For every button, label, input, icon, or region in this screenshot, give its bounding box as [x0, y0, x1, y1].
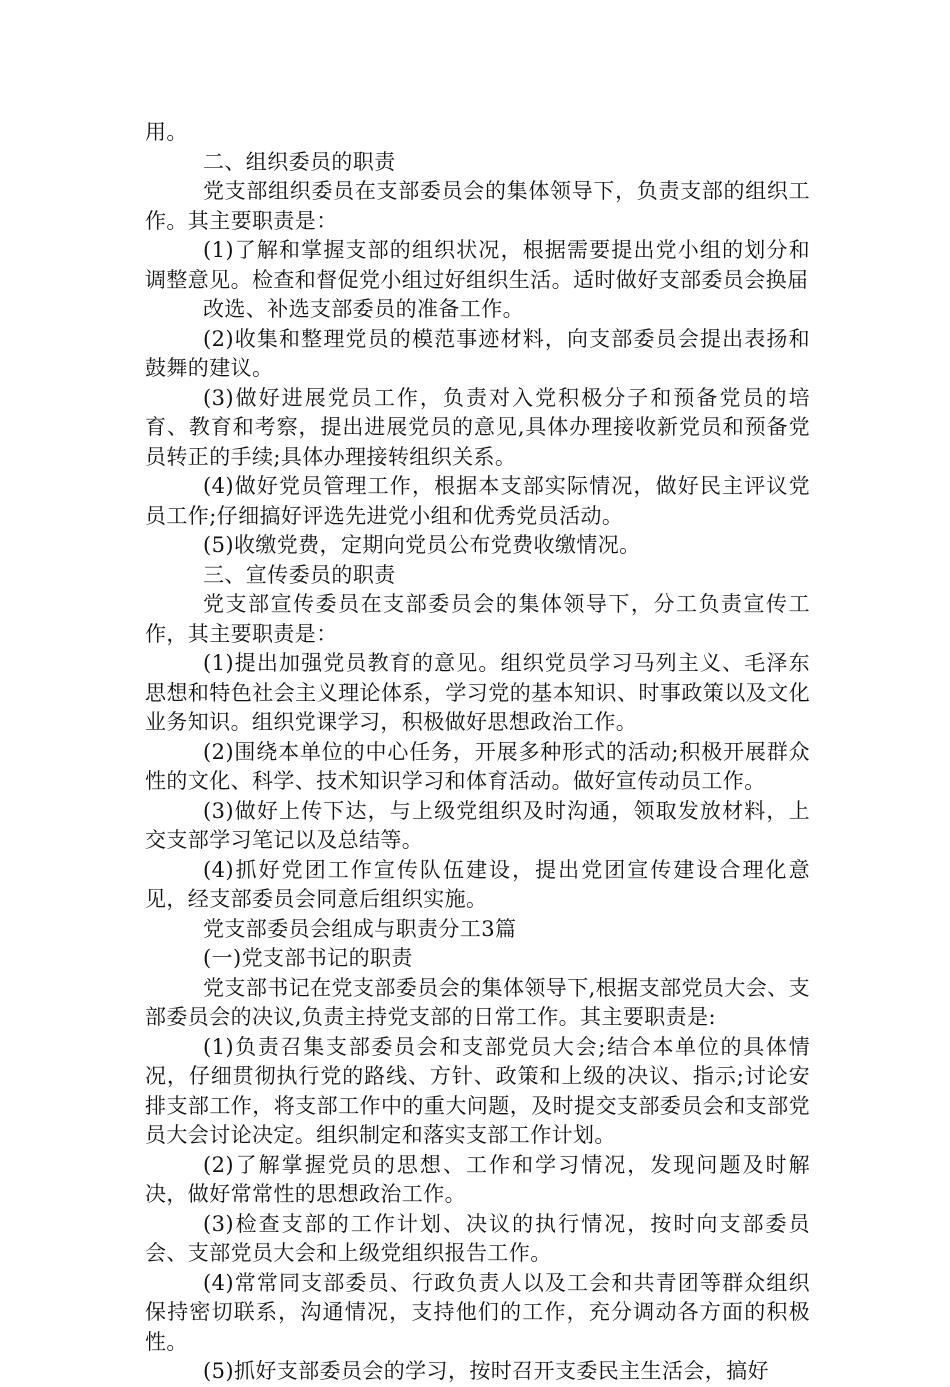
document-body [145, 118, 810, 1387]
paragraph: (4)抓好党团工作宣传队伍建设，提出党团宣传建设合理化意见，经支部委员会同意后组织实施。 [145, 857, 810, 911]
paragraph: (1)了解和掌握支部的组织状况，根据需要提出党小组的划分和调整意见。检查和督促党小组过好组织生活。适时做好支部委员会换届 [145, 238, 810, 292]
paragraph: (5)抓好支部委员会的学习，按时召开支委民主生活会，搞好 [203, 1359, 769, 1383]
paragraph: 党支部宣传委员在支部委员会的集体领导下，分工负责宣传工作，其主要职责是： [145, 592, 810, 646]
paragraph: (1)提出加强党员教育的意见。组织党员学习马列主义、毛泽东思想和特色社会主义理论体系，学习党的基本知识、时事政策以及文化业务知识。组织党课学习，积极做好思想政治工作。 [145, 651, 810, 734]
paragraph: 党支部委员会组成与职责分工3篇 [203, 916, 517, 941]
paragraph: (3)做好进展党员工作，负责对入党积极分子和预备党员的培育、教育和考察，提出进展党员的意见,具体办理接收新党员和预备党员转正的手续;具体办理接转组织关系。 [145, 385, 810, 469]
paragraph: (3)检查支部的工作计划、决议的执行情况，按时向支部委员会、支部党员大会和上级党组织报告工作。 [145, 1211, 810, 1265]
paragraph: 党支部组织委员在支部委员会的集体领导下，负责支部的组织工作。其主要职责是： [145, 179, 810, 233]
paragraph: (2)了解掌握党员的思想、工作和学习情况，发现问题及时解决，做好常常性的思想政治工作。 [145, 1152, 810, 1206]
paragraph: (3)做好上传下达，与上级党组织及时沟通，领取发放材料，上交支部学习笔记以及总结等。 [145, 798, 810, 852]
paragraph: (4)做好党员管理工作，根据本支部实际情况，做好民主评议党员工作;仔细搞好评选先进党小组和优秀党员活动。 [145, 474, 810, 528]
paragraph: 二、组织委员的职责 [203, 149, 396, 174]
paragraph: (2)围绕本单位的中心任务，开展多种形式的活动;积极开展群众性的文化、科学、技术知识学习和体育活动。做好宣传动员工作。 [145, 739, 810, 793]
paragraph: 用。 [145, 120, 188, 144]
paragraph: (4)常常同支部委员、行政负责人以及工会和共青团等群众组织保持密切联系，沟通情况，支持他们的工作，充分调动各方面的积极性。 [145, 1270, 810, 1354]
paragraph: 党支部书记在党支部委员会的集体领导下,根据支部党员大会、支部委员会的决议,负责主持党支部的日常工作。其主要职责是: [145, 975, 810, 1029]
paragraph: (2)收集和整理党员的模范事迹材料，向支部委员会提出表扬和鼓舞的建议。 [145, 326, 810, 380]
paragraph: (5)收缴党费，定期向党员公布党费收缴情况。 [203, 533, 641, 557]
paragraph: (1)负责召集支部委员会和支部党员大会;结合本单位的具体情况，仔细贯彻执行党的路线、方针、政策和上级的决议、指示;讨论安排支部工作，将支部工作中的重大问题，及时提交支部委员会和支部党员大会讨论决定。组织制定和落实支部工作计划。 [145, 1034, 810, 1147]
paragraph: 改选、补选支部委员的准备工作。 [203, 297, 524, 321]
paragraph: 三、宣传委员的职责 [203, 562, 396, 587]
paragraph: (一)党支部书记的职责 [203, 946, 413, 970]
